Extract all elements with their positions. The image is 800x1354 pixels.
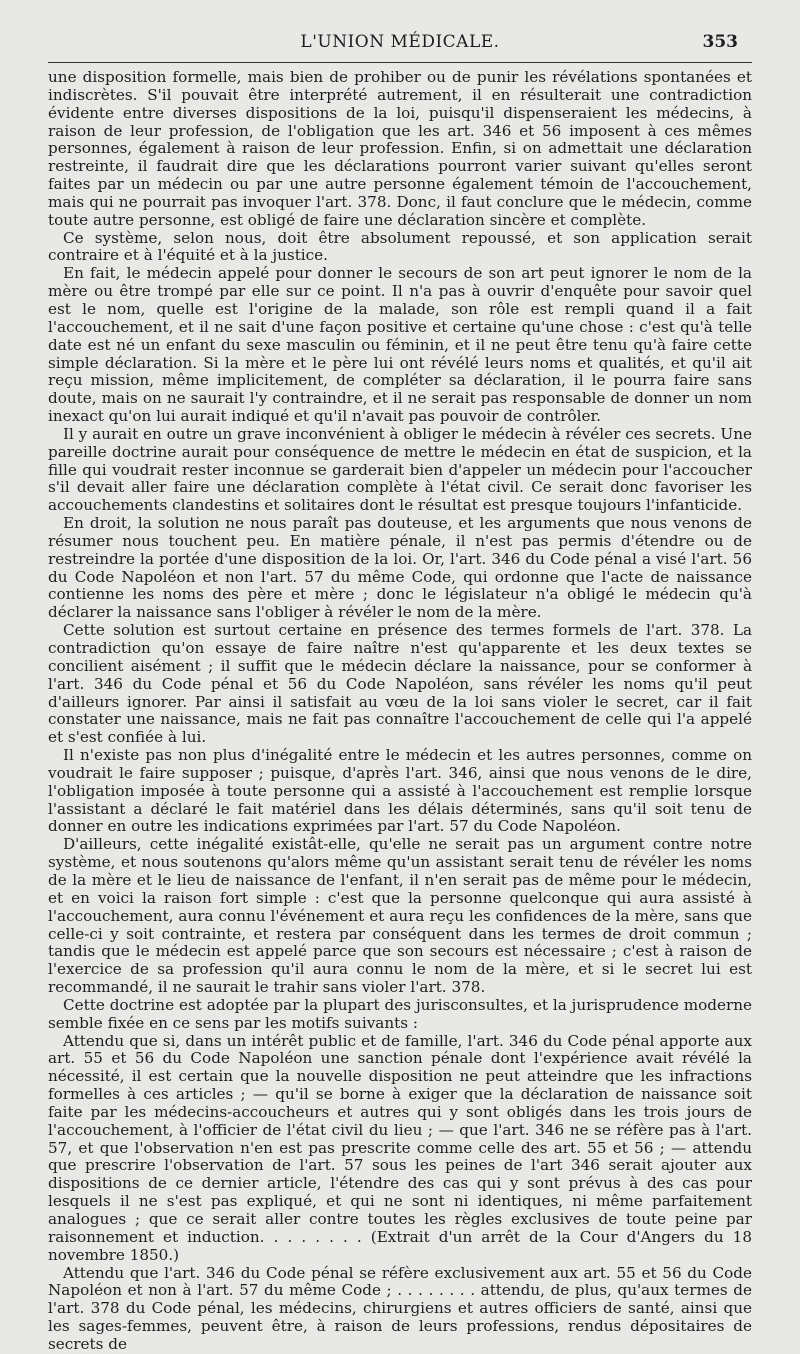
journal-title: L'UNION MÉDICALE. <box>300 32 500 52</box>
paragraph: Cette doctrine est adoptée par la plupart des jurisconsultes, et la jurisprudence moderne semble fixée en ce sens par les motifs suivants : <box>48 995 752 1032</box>
paragraph: En fait, le médecin appelé pour donner le secours de son art peut ignorer le nom de la mère ou être trompé par elle sur ce point. Il n'a pas à ouvrir d'enquête pour savoir quel est le nom, quelle est l'origine de la malade, son rôle est rempli quand il a fait l'accouchement, et il ne sait d'une façon positive et certaine qu'une chose : c'est qu'à telle date est né un enfant du sexe masculin ou féminin, et il ne peut être tenu qu'à faire cette simple déclaration. Si la mère et le père lui ont révélé leurs noms et qualités, et qu'il ait reçu mission, même implicitement, de compléter sa déclaration, il le pourra faire sans doute, mais on ne saurait l'y contraindre, et il ne serait pas responsable de donner un nom inexact qu'on lui aurait indiqué et qu'il n'avait pas pouvoir de contrôler. <box>48 264 752 426</box>
paragraph: Il n'existe pas non plus d'inégalité entre le médecin et les autres personnes, comme on voudrait le faire supposer ; puisque, d'après l'art. 346, ainsi que nous venons de le dire, l'obligation imposée à toute personne qui a assisté à l'accouchement est remplie lorsque l'assistant a déclaré le fait matériel dans les délais déterminés, sans qu'il soit tenu de donner en outre les indications exprimées par l'art. 57 du Code Napoléon. <box>48 746 752 836</box>
article-body <box>48 69 752 1354</box>
paragraph: Ce système, selon nous, doit être absolument repoussé, et son application serait contraire et à l'équité et à la justice. <box>48 228 752 265</box>
paragraph: Il y aurait en outre un grave inconvénient à obliger le médecin à révéler ces secrets. Une pareille doctrine aurait pour conséquence de mettre le médecin en état de suspicion, et la fille qui voudrait rester inconnue se garderait bien d'appeler un médecin pour l'accoucher s'il devait aller faire une déclaration complète à l'état civil. Ce serait donc favoriser les accouchements clandestins et solitaires dont le résultat est presque toujours l'infanticide. <box>48 424 752 515</box>
paragraph: une disposition formelle, mais bien de prohiber ou de punir les révélations spontanées et indiscrètes. S'il pouvait être interprété autrement, il en résulterait une contradiction évidente entre diverses dispositions de la loi, puisqu'il dispenseraient les médecins, à raison de leur profession, de l'obligation que les art. 346 et 56 imposent à ces mêmes personnes, également à raison de leur profession. Enfin, si on admettait une déclaration restreinte, il faudrait dire que les déclarations pourront varier suivant qu'elles seront faites par un médecin ou par une autre personne également témoin de l'accouchement, mais qui ne pourrait pas invoquer l'art. 378. Donc, il faut conclure que le médecin, comme toute autre personne, est obligé de faire une déclaration sincère et complète. <box>48 68 752 229</box>
page-number: 353 <box>702 32 738 52</box>
paragraph: D'ailleurs, cette inégalité existât-elle, qu'elle ne serait pas un argument contre notre système, et nous soutenons qu'alors même qu'un assistant serait tenu de révéler les noms de la mère et le lieu de naissance de l'enfant, il n'en serait pas de même pour le médecin, et en voici la raison fort simple : c'est que la personne quelconque qui aura assisté à l'accouchement, aura connu l'événement et aura reçu les confidences de la mère, sans que celle-ci y soit contrainte, et restera par conséquent dans les termes de droit commun ; tandis que le médecin est appelé parce que son secours est nécessaire ; c'est à raison de l'exercice de sa profession qu'il aura connu le nom de la mère, et si le secret lui est recommandé, il ne saurait le trahir sans violer l'art. 378. <box>48 835 752 997</box>
running-header <box>48 28 752 56</box>
paragraph: Cette solution est surtout certaine en présence des termes formels de l'art. 378. La contradiction qu'on essaye de faire naître n'est qu'apparente et les deux textes se concilient aisément ; il suffit que le médecin déclare la naissance, pour se conformer à l'art. 346 du Code pénal et 56 du Code Napoléon, sans révéler les noms qu'il peut d'ailleurs ignorer. Par ainsi il satisfait au vœu de la loi sans violer le secret, car il fait constater une naissance, mais ne fait pas connaître l'accouchement de celle qui l'a appelé et s'est confiée à lui. <box>48 621 752 747</box>
header-rule <box>48 62 752 63</box>
quoted-ruling: Attendu que si, dans un intérêt public et de famille, l'art. 346 du Code pénal apporte aux art. 55 et 56 du Code Napoléon une sanction pénale dont l'expérience avait révélé la nécessité, il est certain que la nouvelle disposition ne peut atteindre que les infractions formelles à ces articles ; — qu'il se borne à exiger que la déclaration de naissance soit faite par les médecins-accoucheurs et autres qui y sont obligés dans les trois jours de l'accouchement, à l'officier de l'état civil du lieu ; — que l'art. 346 ne se réfère pas à l'art. 57, et que l'observation n'en est pas prescrite comme celle des art. 55 et 56 ; — attendu que prescrire l'observation de l'art. 57 sous les peines de l'art 346 serait ajouter aux dispositions de ce dernier article, l'étendre des cas qui y sont prévus à des cas pour lesquels il ne s'est pas expliqué, et qui ne sont ni identiques, ni même parfaitement analogues ; que ce serait aller contre toutes les règles exclusives de toute peine par raisonnement et induction. . . . . . . . (Extrait d'un arrêt de la Cour d'Angers du 18 novembre 1850.) <box>48 1031 752 1264</box>
paragraph: En droit, la solution ne nous paraît pas douteuse, et les arguments que nous venons de résumer nous touchent peu. En matière pénale, il n'est pas permis d'étendre ou de restreindre la portée d'une disposition de la loi. Or, l'art. 346 du Code pénal a visé l'art. 56 du Code Napoléon et non l'art. 57 du même Code, qui ordonne que l'acte de naissance contienne les noms des père et mère ; donc le législateur n'a obligé le médecin qu'à déclarer la naissance sans l'obliger à révéler le nom de la mère. <box>48 514 752 622</box>
quoted-ruling: Attendu que l'art. 346 du Code pénal se réfère exclusivement aux art. 55 et 56 du Code Napoléon et non à l'art. 57 du même Code ; . . . . . . . . attendu, de plus, qu'aux termes de l'art. 378 du Code pénal, les médecins, chirurgiens et autres officiers de santé, ainsi que les sages-femmes, peuvent être, à raison de leurs professions, rendus dépositaires de secrets de <box>48 1263 752 1353</box>
